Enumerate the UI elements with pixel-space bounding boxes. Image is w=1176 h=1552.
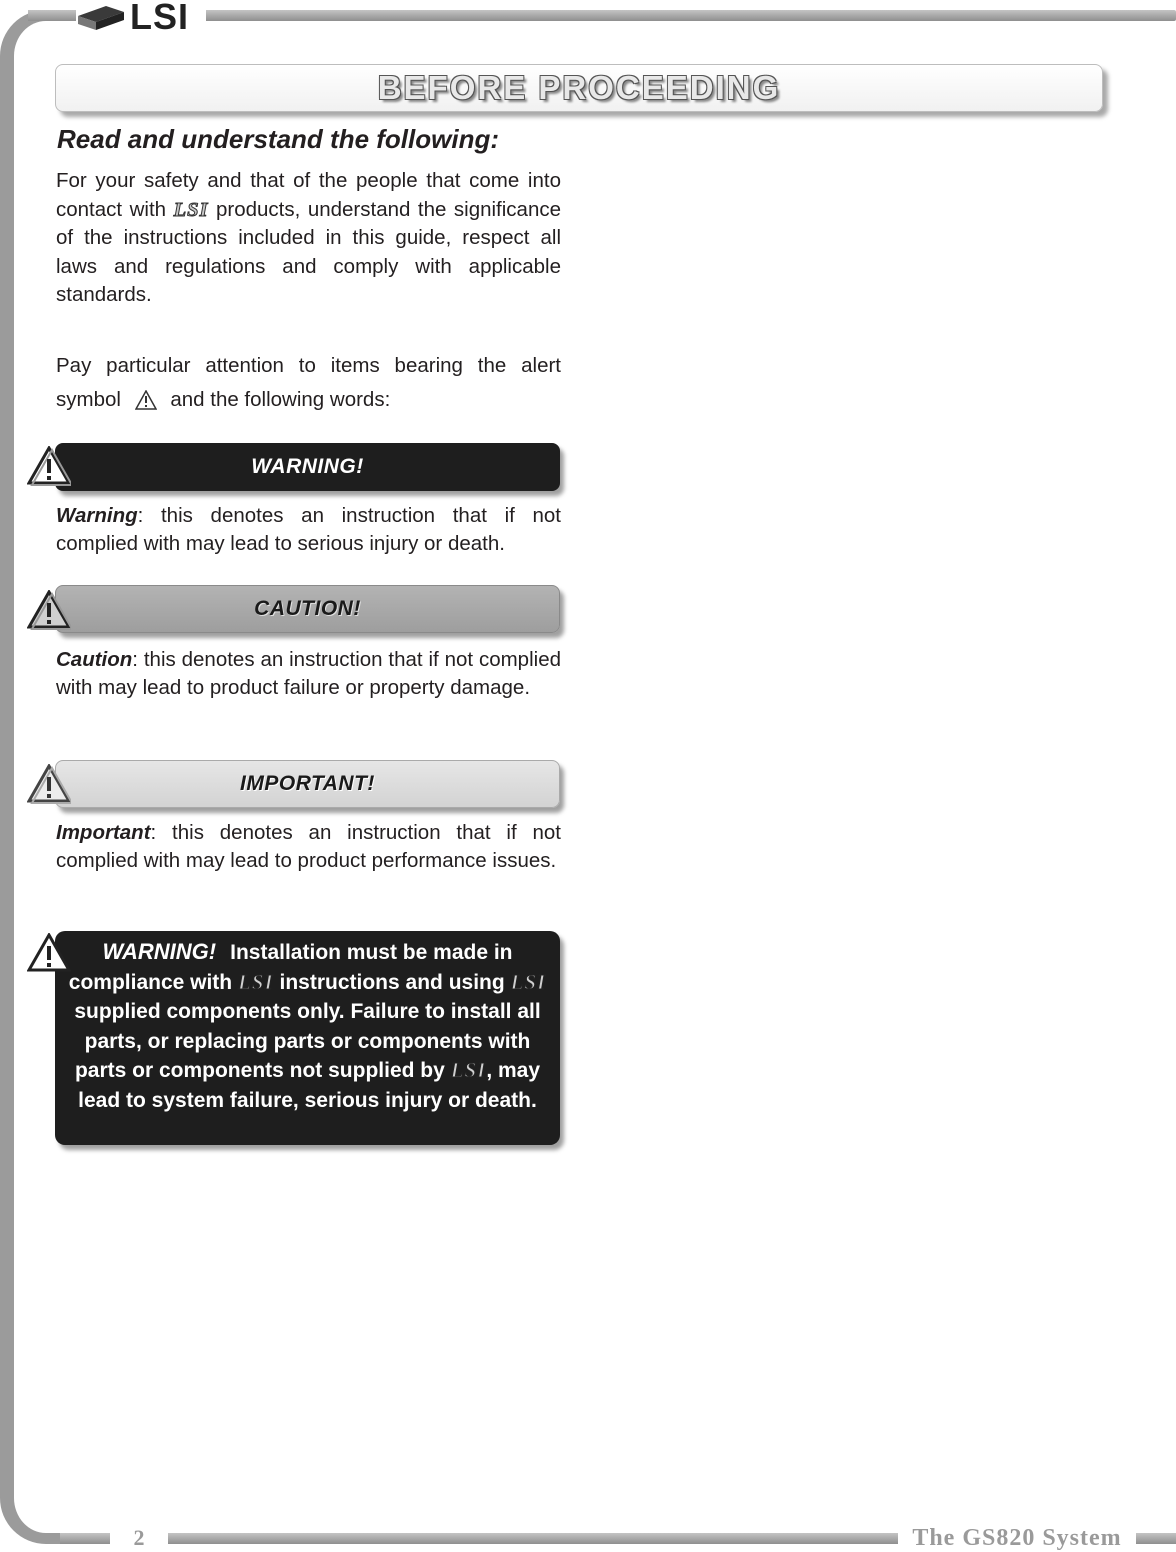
brand-mark: LSI [510, 969, 547, 994]
page-frame-bottom-end [1136, 1533, 1176, 1544]
intro-paragraph [56, 167, 561, 310]
caution-definition [56, 646, 561, 702]
attention-text-after: and the following words: [170, 388, 391, 411]
warning-triangle-icon [27, 446, 71, 486]
important-triangle-icon [27, 764, 71, 804]
lsi-logo [76, 0, 206, 37]
important-definition-label: Important [56, 821, 151, 844]
installation-warning-label: WARNING! [102, 939, 217, 964]
logo-text: LSI [130, 0, 190, 37]
installation-warning-text-4: , may lead to system failure, serious injury or death. [78, 1059, 541, 1112]
important-definition-text: : this denotes an instruction that if not complied with may lead to product performance issues. [56, 821, 561, 872]
installation-warning-triangle-icon [27, 933, 71, 973]
caution-banner-label: CAUTION! [254, 597, 361, 620]
alert-symbol-icon [135, 390, 157, 410]
installation-warning-text-3: supplied components only. Failure to install all parts, or replacing parts or components with parts or components not supplied by [74, 1000, 541, 1082]
attention-paragraph [56, 349, 561, 417]
page-number: 2 [116, 1524, 162, 1552]
important-banner [55, 760, 560, 808]
warning-definition-text: : this denotes an instruction that if not complied with may lead to serious injury or death. [56, 504, 561, 555]
caution-definition-label: Caution [56, 648, 133, 671]
warning-definition-label: Warning [56, 504, 138, 527]
page-frame-bottom [60, 1533, 110, 1544]
caution-definition-text: : this denotes an instruction that if not complied with may lead to product failure or property damage. [56, 648, 561, 699]
brand-mark: LSI [173, 198, 209, 221]
installation-warning-text-2: instructions and using [279, 970, 505, 994]
page-frame-top-bar [60, 10, 1176, 21]
important-banner-label: IMPORTANT! [240, 772, 375, 795]
installation-warning-box [55, 931, 560, 1145]
important-definition [56, 819, 561, 875]
warning-banner [55, 443, 560, 491]
caution-triangle-icon [27, 590, 71, 630]
title-banner [55, 64, 1103, 112]
installation-warning-text-1: Installation must be made in compliance with [68, 941, 513, 994]
subheading: Read and understand the following: [57, 124, 499, 154]
lsi-logo-mark-icon [76, 2, 126, 32]
warning-definition [56, 502, 561, 558]
caution-banner [55, 585, 560, 633]
brand-mark: LSI [450, 1058, 487, 1082]
intro-text-after: products, understand the significance of the instructions included in this guide, respect all laws and regulations and comply with applicable standards. [56, 197, 562, 306]
attention-text-before: Pay particular attention to items bearing the alert symbol [56, 354, 561, 411]
intro-text-before: For your safety and that of the people that come into contact with [56, 169, 561, 221]
footer-title: The GS820 System [902, 1524, 1132, 1552]
warning-banner-label: WARNING! [251, 455, 364, 478]
page-title: BEFORE PROCEEDING [377, 69, 781, 106]
page-frame-bottom-bar [168, 1533, 898, 1544]
brand-mark: LSI [237, 969, 274, 994]
